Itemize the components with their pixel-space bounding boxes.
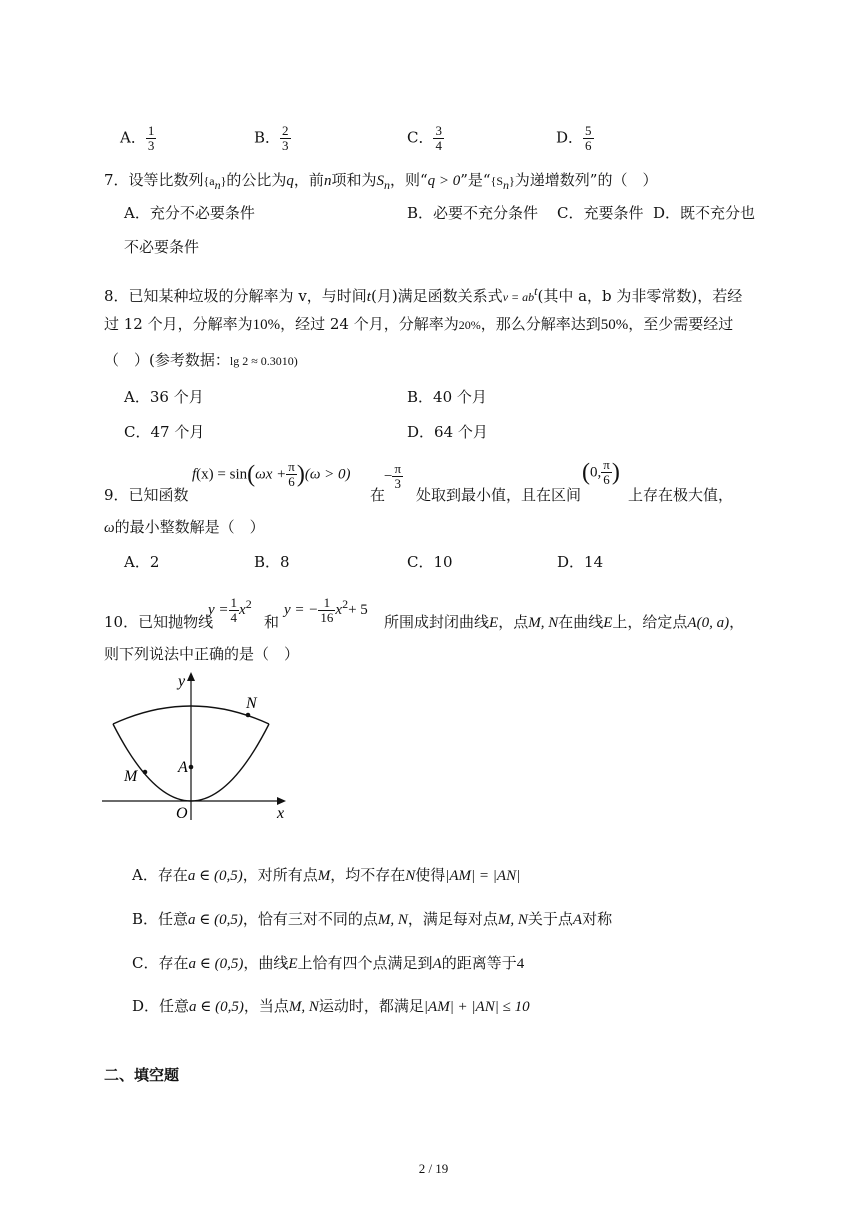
q10-parabola-2 [284, 594, 368, 625]
math: t [366, 289, 371, 305]
math: {S [490, 174, 504, 188]
math: E [603, 615, 613, 631]
q8-stem-line2 [104, 314, 733, 335]
denominator: 3 [394, 476, 401, 491]
math: x [239, 602, 246, 618]
q10-option-c [132, 953, 524, 974]
q10-and: 和 [264, 613, 280, 631]
q9-function [192, 460, 351, 489]
math: E [489, 615, 499, 631]
text: 所围成封闭曲线 [384, 613, 490, 631]
math: E [288, 956, 298, 972]
point-m [143, 770, 148, 775]
math: + 5 [348, 602, 368, 618]
math: 0, [590, 464, 602, 481]
q9-option-d: D．14 [557, 553, 604, 571]
text: 过 12 个月，分解率为 [104, 315, 253, 333]
text: 对称 [582, 910, 613, 928]
q10-stem-start: 10．已知抛物线 [104, 613, 214, 631]
text: ，均不存在 [330, 866, 406, 884]
paren: ( [247, 461, 256, 488]
q6-option-a [120, 124, 156, 153]
fraction [583, 124, 594, 153]
text: 运动时，都满足 [318, 997, 424, 1015]
text: 上，给定点 [612, 613, 688, 631]
math: − [384, 468, 393, 485]
y-label: y [178, 673, 186, 690]
math: q [286, 173, 294, 189]
text: ，对所有点 [242, 866, 318, 884]
text: 8．已知某种垃圾的分解率为 v，与时间 [104, 287, 367, 305]
text: ，则“ [389, 171, 428, 189]
fraction [392, 462, 403, 491]
q10-option-d [132, 996, 530, 1017]
q7-option-d: D．既不充分也 [653, 204, 756, 222]
q10-stem-rest [384, 612, 744, 633]
text: （ ） [104, 351, 150, 369]
text: ，经过 24 个月，分解率为 [280, 315, 459, 333]
math: A [432, 956, 442, 972]
q7-option-c: C．充要条件 [557, 204, 644, 222]
math: N [405, 868, 416, 884]
denominator: 3 [147, 138, 155, 153]
fraction [229, 596, 240, 625]
math: n [383, 178, 390, 192]
numerator: π [603, 457, 610, 472]
math: (x) [196, 466, 214, 483]
math: 50% [600, 317, 629, 333]
q10-option-a [132, 865, 520, 886]
math: q > 0 [427, 173, 461, 189]
math: a ∈ (0,5) [188, 956, 244, 972]
math: lg 2 ≈ 0.3010) [229, 354, 298, 368]
math: } [220, 174, 227, 188]
q6-option-c [407, 124, 444, 153]
text: A．存在 [132, 866, 188, 884]
a-label: A [178, 759, 188, 776]
q6-option-d [556, 124, 594, 153]
text: 的公比为 [226, 171, 287, 189]
math: a ∈ (0,5) [187, 868, 243, 884]
math: M, N [288, 999, 319, 1015]
q10-parabola-1 [208, 594, 252, 625]
text: ，曲线 [243, 954, 289, 972]
numerator: 1 [318, 596, 335, 611]
q8-stem-line1 [104, 281, 742, 307]
q9-option-a: A．2 [124, 553, 160, 571]
point-a [189, 765, 194, 770]
math: M [317, 868, 331, 884]
math: 4 [516, 956, 525, 972]
math: v = ab [502, 290, 535, 304]
q10-option-b [132, 909, 612, 930]
numerator: 1 [147, 123, 155, 138]
math: y = − [284, 602, 319, 618]
numerator: π [394, 461, 402, 476]
numerator: 5 [585, 123, 592, 138]
q8-option-a: A．36 个月 [124, 388, 204, 406]
numerator: 2 [282, 123, 289, 138]
text: 在曲线 [558, 613, 604, 631]
q8-option-d: D．64 个月 [407, 423, 488, 441]
q8-stem-line3 [104, 350, 298, 371]
fraction [601, 458, 612, 487]
math: 10% [252, 317, 281, 333]
fraction [146, 124, 157, 153]
origin-label: O [176, 805, 188, 822]
math: 2 [342, 597, 349, 611]
numerator: π [288, 459, 295, 474]
text: 的最小整数解是（ ） [114, 518, 265, 536]
q9-text-in: 在 [370, 486, 386, 504]
option-label: B． [254, 128, 281, 147]
q9-neg-frac [384, 462, 403, 491]
text: D．任意 [132, 997, 190, 1015]
fraction [318, 596, 335, 625]
math: a ∈ (0,5) [188, 912, 243, 928]
option-label: A． [120, 128, 146, 147]
text: ， [729, 613, 745, 631]
text: 使得 [415, 866, 446, 884]
math: 2 [245, 597, 252, 611]
q9-interval [582, 458, 620, 487]
math: A(0, a) [687, 615, 730, 631]
math: n [214, 178, 221, 192]
fraction [280, 124, 291, 153]
y-axis-arrow-icon [187, 672, 195, 681]
text: ，点 [498, 613, 529, 631]
text: 项和为 [331, 171, 377, 189]
math: = sin [213, 466, 248, 483]
x-label: x [277, 805, 285, 822]
q10-figure [96, 668, 296, 828]
math: ωx + [255, 466, 287, 483]
paren: ) [296, 461, 305, 488]
math: A [572, 912, 583, 928]
math: a ∈ (0,5) [189, 999, 244, 1015]
q8-option-b: B．40 个月 [407, 388, 487, 406]
page-number: 2 / 19 [418, 1161, 449, 1176]
text: (月)满足函数关系式 [370, 287, 503, 305]
text: 为递增数列”的（ ） [514, 171, 658, 189]
paren: ) [611, 459, 620, 486]
text: ，至少需要经过 [628, 315, 734, 333]
denominator: 6 [288, 474, 295, 489]
q9-stem-middle: 处取到最小值，且在区间 [416, 486, 582, 504]
math: M, N [497, 912, 528, 928]
math: n [323, 173, 332, 189]
math: (ω > 0) [304, 466, 351, 483]
q7-option-d-continued: 不必要条件 [124, 238, 200, 256]
math: 20% [458, 318, 481, 332]
q9-option-b: B．8 [254, 553, 290, 571]
text: C．存在 [132, 954, 189, 972]
section-title: 二、填空题 [104, 1066, 180, 1084]
math: M, N [377, 912, 408, 928]
point-n [246, 713, 251, 718]
math: ω [104, 520, 115, 536]
text: (其中 a，b 为非零常数)，若经 [537, 287, 743, 305]
q7-option-a: A．充分不必要条件 [124, 204, 255, 222]
denominator: 6 [585, 138, 592, 153]
q9-option-c: C．10 [407, 553, 453, 571]
option-label: D． [556, 128, 584, 147]
text: ，恰有三对不同的点 [242, 910, 378, 928]
q6-option-b [254, 124, 291, 153]
text: B．任意 [132, 910, 189, 928]
denominator: 4 [435, 138, 442, 153]
text: ”是“ [460, 171, 491, 189]
text: 上恰有四个点满足到 [297, 954, 433, 972]
math: M, N [528, 615, 559, 631]
q9-stem-line2 [104, 517, 265, 538]
fraction [433, 124, 444, 153]
text: ，当点 [243, 997, 289, 1015]
q10-stem-line2: 则下列说法中正确的是（ ） [104, 645, 300, 663]
math: f [192, 466, 197, 483]
q7-stem [104, 170, 657, 195]
numerator: 1 [230, 594, 238, 610]
text: ，满足每对点 [407, 910, 498, 928]
math: S [376, 173, 384, 189]
text: ，前 [293, 171, 324, 189]
n-label: N [246, 695, 257, 712]
math: |AM| = |AN| [445, 868, 521, 884]
math: |AM| + |AN| ≤ 10 [423, 999, 530, 1015]
q9-stem-start: 9．已知函数 [104, 486, 189, 504]
option-label: C． [407, 128, 434, 147]
math: t [534, 284, 538, 298]
denominator: 6 [603, 472, 610, 487]
m-label: M [124, 768, 138, 785]
q7-option-b: B．必要不充分条件 [407, 204, 539, 222]
text: ，那么分解率达到 [480, 315, 601, 333]
q8-option-c: C．47 个月 [124, 423, 205, 441]
fraction [286, 460, 297, 489]
denominator: 16 [320, 609, 334, 625]
paren: ( [582, 459, 590, 486]
text: 的距离等于 [441, 954, 517, 972]
text: 关于点 [527, 910, 573, 928]
math: } [509, 174, 515, 188]
denominator: 4 [230, 609, 238, 625]
math: {a [203, 174, 215, 188]
denominator: 3 [282, 138, 289, 153]
math: x [335, 602, 343, 618]
math: n [503, 178, 510, 192]
numerator: 3 [435, 123, 442, 138]
text: 7．设等比数列 [104, 171, 204, 189]
text: (参考数据： [149, 351, 230, 369]
q9-stem-end: 上存在极大值， [628, 486, 734, 504]
x-axis-arrow-icon [277, 797, 286, 805]
math: y = [208, 602, 229, 618]
